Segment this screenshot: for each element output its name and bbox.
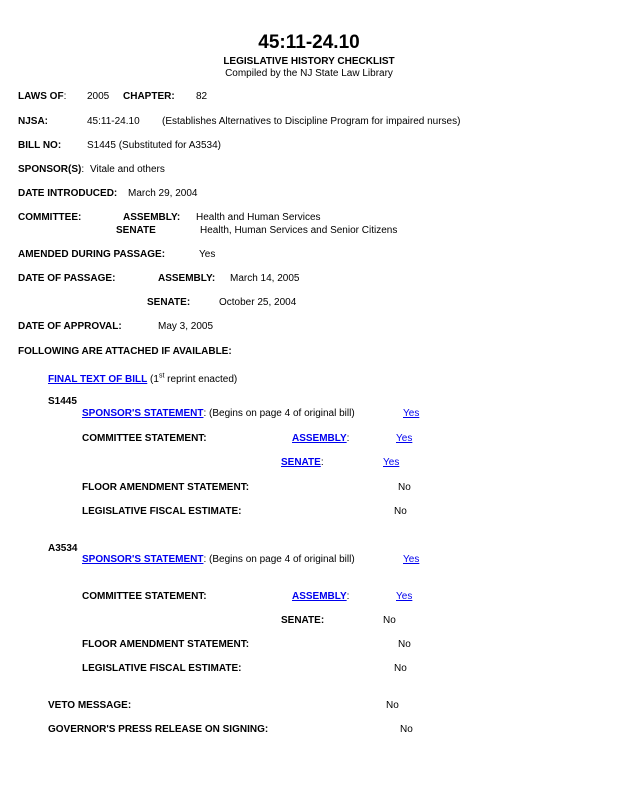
s1445-committee-label: COMMITTEE STATEMENT: (82, 433, 207, 444)
s1445-sponsor-row: SPONSOR'S STATEMENT: (Begins on page 4 of original bill) (82, 408, 355, 419)
s1445-floor-label: FLOOR AMENDMENT STATEMENT: (82, 482, 250, 493)
a3534-sponsor-statement-link[interactable]: SPONSOR'S STATEMENT (82, 554, 204, 565)
veto-value: No (386, 700, 399, 711)
s1445-floor-value: No (398, 482, 411, 493)
amended-value: Yes (199, 249, 216, 260)
s1445-senate-row: SENATE: (281, 457, 324, 468)
a3534-assembly-link[interactable]: ASSEMBLY (292, 591, 347, 602)
final-text-link[interactable]: FINAL TEXT OF BILL (48, 374, 148, 385)
a3534-assembly-yes-link[interactable]: Yes (396, 591, 413, 602)
page-title: 45:11-24.10 (258, 32, 360, 53)
passage-assembly-value: March 14, 2005 (230, 273, 300, 284)
njsa-label: NJSA: (18, 116, 49, 127)
final-text-row: FINAL TEXT OF BILL (1st reprint enacted) (48, 372, 238, 385)
a3534-fiscal-value: No (394, 663, 407, 674)
njsa-description: (Establishes Alternatives to Discipline Program for impaired nurses) (162, 116, 461, 127)
laws-of-label: LAWS OF: (18, 91, 67, 102)
chapter-label: CHAPTER: (123, 91, 175, 102)
s1445-senate-yes-link[interactable]: Yes (383, 457, 400, 468)
chapter-value: 82 (196, 91, 208, 102)
date-introduced-value: March 29, 2004 (128, 188, 198, 199)
a3534-sponsor-row: SPONSOR'S STATEMENT: (Begins on page 4 of original bill) (82, 554, 355, 565)
press-release-value: No (400, 724, 413, 735)
date-introduced-label: DATE INTRODUCED: (18, 188, 118, 199)
committee-assembly-label: ASSEMBLY: (123, 212, 181, 223)
s1445-sponsor-statement-link[interactable]: SPONSOR'S STATEMENT (82, 408, 204, 419)
committee-assembly-value: Health and Human Services (196, 212, 321, 223)
sponsors-value: Vitale and others (90, 164, 165, 175)
a3534-label: A3534 (48, 543, 78, 554)
s1445-sponsor-yes-link[interactable]: Yes (403, 408, 420, 419)
bill-no-value: S1445 (Substituted for A3534) (87, 140, 221, 151)
s1445-senate-link[interactable]: SENATE (281, 457, 321, 468)
amended-label: AMENDED DURING PASSAGE: (18, 249, 166, 260)
s1445-assembly-row: ASSEMBLY: (292, 433, 350, 444)
committee-senate-label: SENATE (116, 225, 156, 236)
committee-label: COMMITTEE: (18, 212, 82, 223)
a3534-committee-label: COMMITTEE STATEMENT: (82, 591, 207, 602)
passage-senate-value: October 25, 2004 (219, 297, 297, 308)
sponsors-label: SPONSOR(S): (18, 164, 85, 175)
passage-assembly-label: ASSEMBLY: (158, 273, 216, 284)
a3534-sponsor-yes-link[interactable]: Yes (403, 554, 420, 565)
s1445-assembly-link[interactable]: ASSEMBLY (292, 433, 347, 444)
veto-label: VETO MESSAGE: (48, 700, 132, 711)
date-of-passage-label: DATE OF PASSAGE: (18, 273, 116, 284)
date-of-approval-value: May 3, 2005 (158, 321, 214, 332)
checklist-title: LEGISLATIVE HISTORY CHECKLIST (223, 56, 395, 67)
compiled-by: Compiled by the NJ State Law Library (225, 68, 393, 79)
attached-heading: FOLLOWING ARE ATTACHED IF AVAILABLE: (18, 346, 232, 357)
s1445-label: S1445 (48, 396, 77, 407)
passage-senate-label: SENATE: (147, 297, 191, 308)
s1445-fiscal-value: No (394, 506, 407, 517)
s1445-assembly-yes-link[interactable]: Yes (396, 433, 413, 444)
laws-of-year: 2005 (87, 91, 110, 102)
a3534-floor-value: No (398, 639, 411, 650)
a3534-fiscal-label: LEGISLATIVE FISCAL ESTIMATE: (82, 663, 242, 674)
a3534-senate-value: No (383, 615, 396, 626)
s1445-fiscal-label: LEGISLATIVE FISCAL ESTIMATE: (82, 506, 242, 517)
a3534-senate-label: SENATE: (281, 615, 325, 626)
date-of-approval-label: DATE OF APPROVAL: (18, 321, 122, 332)
a3534-floor-label: FLOOR AMENDMENT STATEMENT: (82, 639, 250, 650)
a3534-assembly-row: ASSEMBLY: (292, 591, 350, 602)
bill-no-label: BILL NO: (18, 140, 62, 151)
press-release-label: GOVERNOR'S PRESS RELEASE ON SIGNING: (48, 724, 269, 735)
njsa-value: 45:11-24.10 (87, 116, 140, 127)
committee-senate-value: Health, Human Services and Senior Citizens (200, 225, 398, 236)
